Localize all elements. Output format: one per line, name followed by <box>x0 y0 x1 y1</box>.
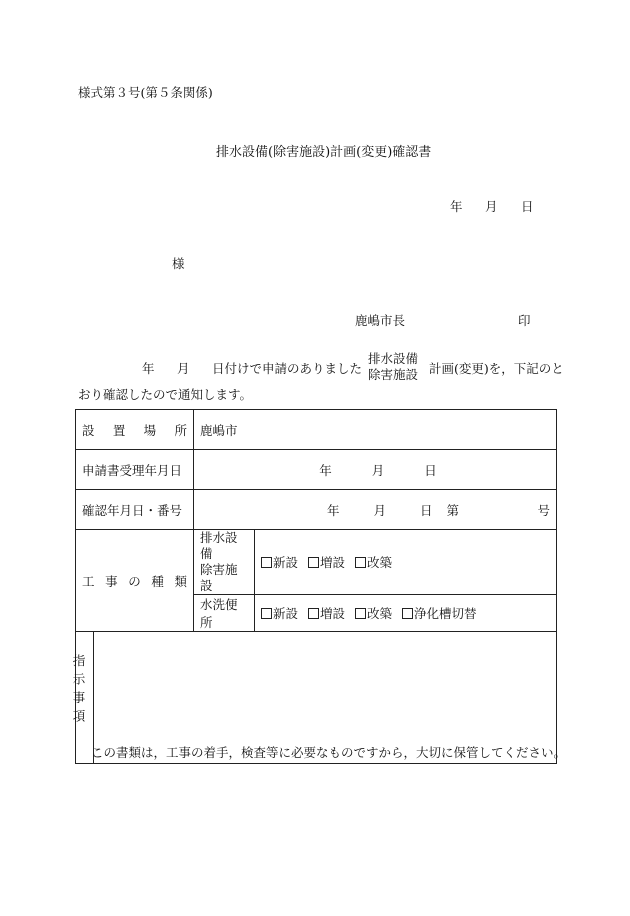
option-label: 新設 <box>273 555 299 570</box>
receipt-month: 月 <box>371 462 385 478</box>
flush-toilet-label: 水洗便所 <box>200 597 238 630</box>
option-label: 増設 <box>320 555 346 570</box>
issue-date-year: 年 <box>450 199 463 214</box>
receipt-label: 申請書受理年月日 <box>82 462 183 478</box>
body-stack-line2: 除害施設 <box>368 367 419 382</box>
flush-toilet-label-cell <box>194 595 255 632</box>
body-facility-stack <box>368 351 418 383</box>
row-confirm-date <box>76 490 557 530</box>
toilet-option-rebuild[interactable] <box>355 604 392 622</box>
checkbox-icon[interactable] <box>355 608 366 619</box>
issuer-seal: 印 <box>518 313 531 328</box>
confirm-date-cell <box>194 490 557 530</box>
confirm-number-suffix: 号 <box>537 502 550 518</box>
body-line-2: おり確認したので通知します。 <box>78 387 253 402</box>
body-day-suffix: 日付けで申請のありました <box>212 361 363 376</box>
location-label-cell <box>76 410 194 450</box>
drainage-option-rebuild[interactable] <box>355 553 392 571</box>
drainage-label-cell <box>194 530 255 595</box>
confirm-day: 日 <box>420 502 433 518</box>
confirm-number-prefix: 第 <box>446 502 460 518</box>
work-type-label-cell <box>76 530 194 632</box>
drainage-options-cell <box>255 530 557 595</box>
toilet-option-new[interactable] <box>261 604 298 622</box>
option-label: 改築 <box>367 555 393 570</box>
drainage-option-new[interactable] <box>261 553 298 571</box>
form-number: 様式第３号(第５条関係) <box>78 85 213 100</box>
toilet-option-extend[interactable] <box>308 604 345 622</box>
checkbox-icon[interactable] <box>355 557 366 568</box>
checkbox-icon[interactable] <box>261 557 272 568</box>
option-label: 増設 <box>320 606 346 621</box>
footer-note: この書類は，工事の着手，検査等に必要なものですから，大切に保管してください。 <box>91 745 567 760</box>
confirm-month: 月 <box>373 502 387 518</box>
body-year: 年 <box>142 361 155 376</box>
issue-date-day: 日 <box>521 199 534 214</box>
confirm-year: 年 <box>327 502 340 518</box>
location-label: 設 置 場 所 <box>82 422 187 438</box>
body-stack-line1: 排水設備 <box>368 351 419 366</box>
receipt-date-cell <box>194 450 557 490</box>
receipt-day: 日 <box>424 462 437 478</box>
location-value-cell <box>194 410 557 450</box>
body-plan-text: 計画(変更)を，下記のと <box>429 361 564 376</box>
instructions-label: 指示事項 <box>71 654 86 728</box>
confirm-label: 確認年月日・番号 <box>82 502 183 518</box>
work-type-label: 工 事 の 種 類 <box>82 573 187 589</box>
issue-date-month: 月 <box>485 199 498 214</box>
toilet-option-septic-switch[interactable] <box>402 604 477 622</box>
row-work-type-1 <box>76 530 557 595</box>
drainage-label-line2: 除害施設 <box>200 562 238 593</box>
issuer-name: 鹿嶋市長 <box>355 313 406 328</box>
document-title: 排水設備(除害施設)計画(変更)確認書 <box>216 145 432 160</box>
receipt-label-cell <box>76 450 194 490</box>
checkbox-icon[interactable] <box>402 608 413 619</box>
drainage-label-line1: 排水設備 <box>200 530 238 561</box>
location-value: 鹿嶋市 <box>200 422 238 438</box>
receipt-year: 年 <box>319 462 332 478</box>
addressee-suffix: 様 <box>172 256 185 271</box>
confirm-label-cell <box>76 490 194 530</box>
checkbox-icon[interactable] <box>308 608 319 619</box>
option-label: 浄化槽切替 <box>414 606 477 621</box>
drainage-option-extend[interactable] <box>308 553 345 571</box>
body-month: 月 <box>177 361 190 376</box>
confirmation-table <box>71 409 557 764</box>
row-receipt-date <box>76 450 557 490</box>
option-label: 改築 <box>367 606 393 621</box>
option-label: 新設 <box>273 606 299 621</box>
checkbox-icon[interactable] <box>261 608 272 619</box>
flush-toilet-options-cell <box>255 595 557 632</box>
row-location <box>76 410 557 450</box>
checkbox-icon[interactable] <box>308 557 319 568</box>
